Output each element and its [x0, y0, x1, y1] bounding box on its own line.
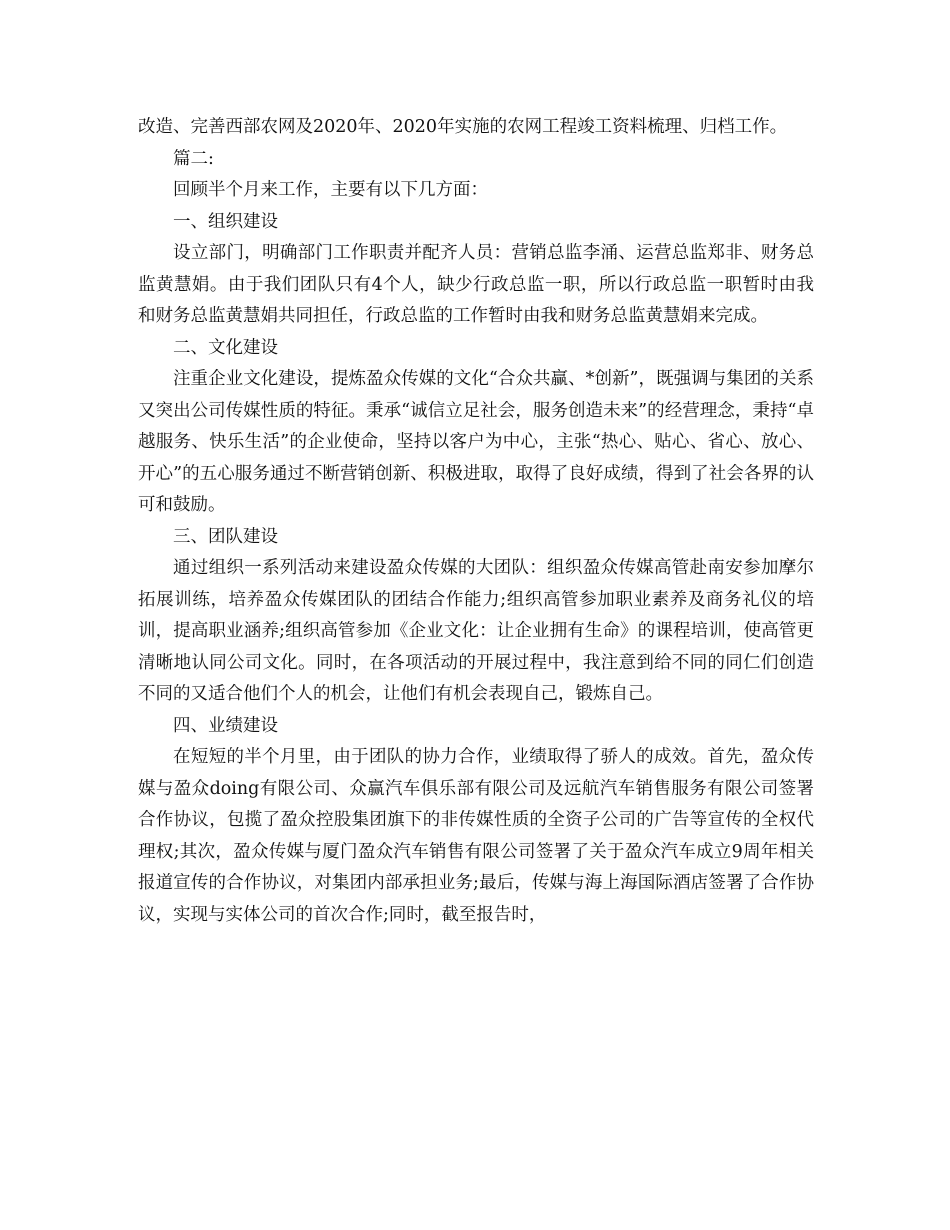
section-label-part-two: 篇二: — [173, 148, 214, 169]
paragraph-performance: 在短短的半个月里，由于团队的协力合作，业绩取得了骄人的成效。首先，盈众传媒与盈众doing有限公司、众赢汽车俱乐部有限公司及远航汽车销售服务有限公司签署合作协议，包揽了盈众控股集团旗下的非传媒性质的全资子公司的广告等宣传的全权代理权;其次，盈众传媒与厦门盈众汽车销售有限公司签署了关于盈众汽车成立9周年相关报道宣传的合作协议，对集团内部承担业务;最后，传媒与海上海国际酒店签署了合作协议，实现与实体公司的首次合作;同时，截至报告时， — [138, 747, 814, 925]
paragraph-culture: 注重企业文化建设，提炼盈众传媒的文化“合众共赢、*创新”，既强调与集团的关系又突出公司传媒性质的特征。秉承“诚信立足社会，服务创造未来”的经营理念，秉持“卓越服务、快乐生活”的企业使命，坚持以客户为中心，主张“热心、贴心、省心、放心、开心”的五心服务通过不断营销创新、积极进取，取得了良好成绩，得到了社会各界的认可和鼓励。 — [138, 369, 814, 515]
heading-organization: 一、组织建设 — [173, 211, 278, 232]
document-body — [138, 112, 814, 931]
heading-performance: 四、业绩建设 — [173, 715, 278, 736]
heading-culture: 二、文化建设 — [173, 337, 278, 358]
intro-paragraph: 回顾半个月来工作，主要有以下几方面： — [173, 180, 488, 200]
paragraph-team: 通过组织一系列活动来建设盈众传媒的大团队：组织盈众传媒高管赴南安参加摩尔拓展训练，培养盈众传媒团队的团结合作能力;组织高管参加职业素养及商务礼仪的培训，提高职业涵养;组织高管参加《企业文化：让企业拥有生命》的课程培训，使高管更清晰地认同公司文化。同时，在各项活动的开展过程中，我注意到给不同的同仁们创造不同的又适合他们个人的机会，让他们有机会表现自己，锻炼自己。 — [138, 558, 814, 704]
heading-team: 三、团队建设 — [173, 526, 278, 547]
paragraph-continuation: 改造、完善西部农网及2020年、2020年实施的农网工程竣工资料梳理、归档工作。 — [138, 117, 788, 137]
paragraph-organization: 设立部门，明确部门工作职责并配齐人员：营销总监李涌、运营总监郑非、财务总监黄慧娟。由于我们团队只有4个人，缺少行政总监一职，所以行政总监一职暂时由我和财务总监黄慧娟共同担任，行政总监的工作暂时由我和财务总监黄慧娟来完成。 — [138, 243, 814, 326]
